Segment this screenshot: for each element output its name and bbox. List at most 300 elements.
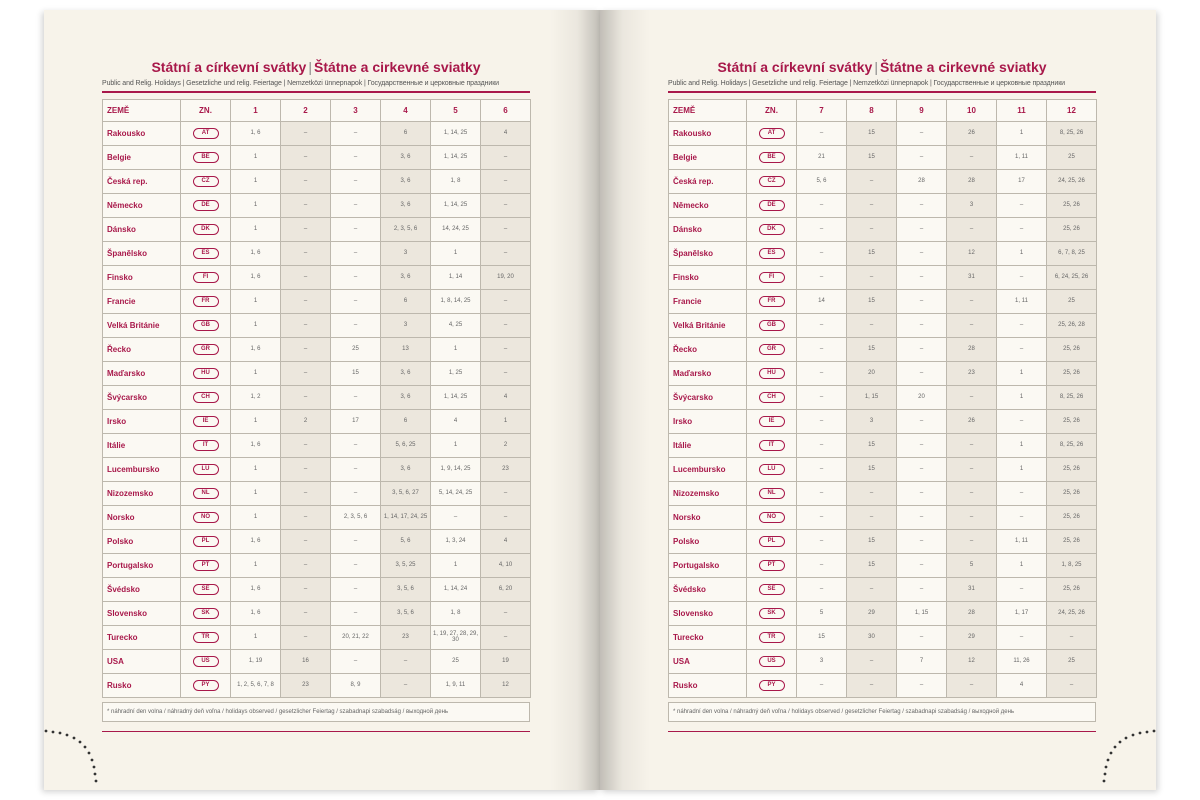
holiday-dates-cell: 21 — [797, 145, 847, 169]
country-code-badge: DK — [193, 224, 219, 235]
holiday-dates-cell: 1, 8, 14, 25 — [431, 289, 481, 313]
table-row — [103, 529, 531, 553]
country-code-cell — [181, 457, 231, 481]
holiday-dates-cell: 28 — [947, 169, 997, 193]
holiday-dates-cell: – — [331, 601, 381, 625]
table-row — [669, 193, 1097, 217]
holiday-dates-cell: – — [281, 625, 331, 649]
country-code-badge: US — [193, 656, 219, 667]
holiday-dates-cell: 15 — [847, 457, 897, 481]
country-name: Rusko — [103, 673, 181, 697]
holiday-dates-cell: 1, 2, 5, 6, 7, 8 — [231, 673, 281, 697]
country-name: Švédsko — [669, 577, 747, 601]
holiday-dates-cell: 29 — [847, 601, 897, 625]
country-code-badge: PL — [193, 536, 219, 547]
holiday-dates-cell: 3, 5, 6, 27 — [381, 481, 431, 505]
holiday-dates-cell: 15 — [847, 145, 897, 169]
country-name: Slovensko — [103, 601, 181, 625]
holiday-dates-cell: 1 — [231, 169, 281, 193]
holiday-dates-cell: – — [897, 289, 947, 313]
holiday-dates-cell: 5, 6, 25 — [381, 433, 431, 457]
holiday-dates-cell: – — [797, 265, 847, 289]
column-header-month: 12 — [1047, 99, 1097, 121]
holiday-dates-cell: 4 — [431, 409, 481, 433]
country-name: Německo — [103, 193, 181, 217]
country-code-badge: AT — [193, 128, 219, 139]
holiday-dates-cell: 1 — [431, 553, 481, 577]
holiday-dates-cell: 1, 6 — [231, 241, 281, 265]
country-code-badge: FR — [759, 296, 785, 307]
holiday-dates-cell: 5, 14, 24, 25 — [431, 481, 481, 505]
title-cz: Státní a církevní svátky — [717, 59, 873, 75]
gutter-shadow — [600, 10, 650, 790]
holiday-dates-cell: 29 — [947, 625, 997, 649]
holiday-dates-cell: 1, 6 — [231, 337, 281, 361]
holiday-dates-cell: – — [947, 529, 997, 553]
title-separator: | — [308, 59, 312, 75]
country-code-badge: CH — [193, 392, 219, 403]
holiday-dates-cell: – — [481, 361, 531, 385]
table-row — [669, 649, 1097, 673]
holiday-dates-cell: – — [331, 529, 381, 553]
holiday-dates-cell: 1, 6 — [231, 433, 281, 457]
holiday-dates-cell: – — [797, 241, 847, 265]
holiday-dates-cell: 25, 26, 28 — [1047, 313, 1097, 337]
holiday-dates-cell: 1 — [231, 193, 281, 217]
holiday-dates-cell: – — [997, 505, 1047, 529]
holiday-dates-cell: 1, 14 — [431, 265, 481, 289]
holiday-dates-cell: – — [897, 481, 947, 505]
table-row — [103, 433, 531, 457]
country-code-cell — [181, 337, 231, 361]
holiday-dates-cell: – — [481, 145, 531, 169]
column-header-month: 10 — [947, 99, 997, 121]
page-subtitle: Public and Relig. Holidays | Gesetzliche und relig. Feiertage | Nemzetközi ünnepnapok | Государственные и церковные праздники — [102, 80, 499, 87]
title-sk: Štátne a cirkevné sviatky — [313, 59, 481, 75]
country-code-badge: DE — [193, 200, 219, 211]
holiday-dates-cell: 15 — [847, 337, 897, 361]
holiday-dates-cell: 1 — [231, 145, 281, 169]
country-code-badge: IT — [193, 440, 219, 451]
column-header-month: 6 — [481, 99, 531, 121]
holiday-dates-cell: – — [797, 409, 847, 433]
country-code-badge: NO — [759, 512, 785, 523]
country-code-cell — [747, 649, 797, 673]
holiday-dates-cell: – — [897, 553, 947, 577]
country-code-cell — [747, 577, 797, 601]
holiday-dates-cell: – — [847, 265, 897, 289]
country-name: USA — [669, 649, 747, 673]
holiday-dates-cell: – — [281, 265, 331, 289]
holiday-dates-cell: 15 — [847, 241, 897, 265]
country-code-cell — [181, 385, 231, 409]
footnote: * náhradní den volna / náhradný deň voľna / holidays observed / gesetzlicher Feiertag / szabadnapi szabadság / выходной день — [102, 702, 530, 722]
holiday-dates-cell: – — [947, 289, 997, 313]
holiday-dates-cell: – — [281, 193, 331, 217]
holiday-dates-cell: 20, 21, 22 — [331, 625, 381, 649]
holiday-dates-cell: 1 — [997, 457, 1047, 481]
country-code-cell — [747, 409, 797, 433]
holiday-dates-cell: 1 — [431, 433, 481, 457]
holiday-dates-cell: 7 — [897, 649, 947, 673]
holiday-dates-cell: – — [331, 145, 381, 169]
holiday-dates-cell: 23 — [947, 361, 997, 385]
holiday-dates-cell: – — [797, 361, 847, 385]
holiday-dates-cell: 1, 14, 25 — [431, 145, 481, 169]
holiday-dates-cell: 19, 20 — [481, 265, 531, 289]
country-code-badge: DK — [759, 224, 785, 235]
holiday-dates-cell: – — [481, 289, 531, 313]
holiday-dates-cell: – — [797, 193, 847, 217]
holiday-dates-cell: – — [897, 193, 947, 217]
holiday-dates-cell: 3 — [381, 313, 431, 337]
holiday-dates-cell: 15 — [797, 625, 847, 649]
holiday-dates-cell: – — [481, 505, 531, 529]
holiday-dates-cell: 1, 14, 25 — [431, 385, 481, 409]
table-row — [103, 121, 531, 145]
country-code-badge: SK — [759, 608, 785, 619]
holiday-dates-cell: – — [897, 241, 947, 265]
holiday-dates-cell: 1, 9, 11 — [431, 673, 481, 697]
holiday-dates-cell: – — [331, 481, 381, 505]
holiday-dates-cell: 1, 11 — [997, 529, 1047, 553]
holiday-dates-cell: 5, 6 — [381, 529, 431, 553]
holiday-dates-cell: 1, 2 — [231, 385, 281, 409]
country-code-cell — [747, 529, 797, 553]
holiday-dates-cell: – — [281, 577, 331, 601]
holiday-dates-cell: – — [947, 145, 997, 169]
holiday-dates-cell: 1, 19, 27, 28, 29, 30 — [431, 625, 481, 649]
table-row — [103, 217, 531, 241]
holiday-dates-cell: 2 — [281, 409, 331, 433]
holiday-dates-cell: 31 — [947, 577, 997, 601]
holiday-dates-cell: 4 — [481, 385, 531, 409]
country-code-cell — [747, 121, 797, 145]
holiday-dates-cell: 1 — [231, 505, 281, 529]
holiday-dates-cell: – — [897, 313, 947, 337]
holiday-dates-cell: – — [797, 673, 847, 697]
table-row — [669, 265, 1097, 289]
country-name: Irsko — [669, 409, 747, 433]
country-code-badge: NO — [193, 512, 219, 523]
holiday-dates-cell: 17 — [997, 169, 1047, 193]
holiday-dates-cell: 25 — [1047, 145, 1097, 169]
decorative-dotted-arc — [44, 728, 104, 790]
country-name: Nizozemsko — [103, 481, 181, 505]
country-code-badge: SE — [193, 584, 219, 595]
holiday-dates-cell: 3, 6 — [381, 193, 431, 217]
table-row — [103, 193, 531, 217]
holiday-dates-cell: 3, 5, 6 — [381, 577, 431, 601]
country-code-cell — [181, 409, 231, 433]
country-code-cell — [181, 289, 231, 313]
holiday-dates-cell: – — [481, 241, 531, 265]
table-row — [103, 481, 531, 505]
table-row — [103, 265, 531, 289]
holiday-dates-cell: 25, 26 — [1047, 193, 1097, 217]
country-name: Polsko — [103, 529, 181, 553]
holiday-dates-cell: 1 — [231, 409, 281, 433]
holiday-dates-cell: – — [481, 625, 531, 649]
holiday-dates-cell: 1, 25 — [431, 361, 481, 385]
holiday-dates-cell: – — [481, 169, 531, 193]
holiday-dates-cell: – — [897, 673, 947, 697]
table-row — [669, 217, 1097, 241]
holiday-dates-cell: 28 — [947, 337, 997, 361]
holiday-dates-cell: 23 — [481, 457, 531, 481]
country-name: Řecko — [669, 337, 747, 361]
page-title — [102, 58, 530, 76]
holiday-dates-cell: 8, 25, 26 — [1047, 121, 1097, 145]
country-code-cell — [181, 481, 231, 505]
holiday-dates-cell: 25, 26 — [1047, 481, 1097, 505]
holiday-dates-cell: – — [797, 505, 847, 529]
holiday-dates-cell: – — [481, 217, 531, 241]
holiday-dates-cell: 1, 19 — [231, 649, 281, 673]
table-row — [669, 505, 1097, 529]
country-name: Česká rep. — [669, 169, 747, 193]
country-name: Belgie — [669, 145, 747, 169]
title-separator: | — [874, 59, 878, 75]
country-name: Švýcarsko — [103, 385, 181, 409]
holiday-dates-cell: – — [281, 385, 331, 409]
left-page — [44, 10, 600, 790]
holiday-dates-cell: – — [997, 337, 1047, 361]
holiday-dates-cell: 15 — [847, 529, 897, 553]
country-code-cell — [747, 145, 797, 169]
holiday-dates-cell: – — [331, 577, 381, 601]
holiday-dates-cell: – — [997, 265, 1047, 289]
holiday-dates-cell: 15 — [847, 289, 897, 313]
country-code-cell — [181, 553, 231, 577]
country-code-cell — [747, 193, 797, 217]
holiday-dates-cell: 26 — [947, 121, 997, 145]
holiday-dates-cell: 1, 14, 17, 24, 25 — [381, 505, 431, 529]
holiday-dates-cell: 3, 6 — [381, 265, 431, 289]
country-code-badge: LU — [759, 464, 785, 475]
holiday-dates-cell: 3 — [797, 649, 847, 673]
country-code-cell — [181, 313, 231, 337]
holiday-dates-cell: 20 — [847, 361, 897, 385]
country-code-cell — [181, 145, 231, 169]
holiday-dates-cell: 25 — [331, 337, 381, 361]
holiday-dates-cell: 1, 8, 25 — [1047, 553, 1097, 577]
country-name: Rakousko — [669, 121, 747, 145]
holiday-dates-cell: 1, 14, 25 — [431, 121, 481, 145]
country-name: Maďarsko — [669, 361, 747, 385]
country-code-badge: PL — [759, 536, 785, 547]
holiday-dates-cell: – — [847, 505, 897, 529]
country-name: Finsko — [669, 265, 747, 289]
holiday-dates-cell: 1, 6 — [231, 265, 281, 289]
holiday-dates-cell: – — [281, 553, 331, 577]
table-row — [103, 505, 531, 529]
holiday-dates-cell: – — [281, 337, 331, 361]
country-code-cell — [747, 553, 797, 577]
holiday-dates-cell: – — [947, 217, 997, 241]
country-code-cell — [181, 217, 231, 241]
holiday-dates-cell: – — [947, 313, 997, 337]
holiday-dates-cell: 6, 20 — [481, 577, 531, 601]
holiday-dates-cell: – — [847, 169, 897, 193]
country-code-badge: NL — [759, 488, 785, 499]
holiday-dates-cell: – — [331, 289, 381, 313]
page-title — [668, 58, 1096, 76]
country-name: Maďarsko — [103, 361, 181, 385]
holiday-dates-cell: 6 — [381, 289, 431, 313]
holiday-dates-cell: – — [797, 337, 847, 361]
holiday-dates-cell: – — [897, 121, 947, 145]
holiday-dates-cell: – — [797, 481, 847, 505]
holiday-dates-cell: – — [797, 577, 847, 601]
holiday-dates-cell: 16 — [281, 649, 331, 673]
country-code-badge: TR — [759, 632, 785, 643]
country-code-badge: CZ — [759, 176, 785, 187]
country-code-badge: IT — [759, 440, 785, 451]
country-name: Turecko — [669, 625, 747, 649]
table-row — [669, 241, 1097, 265]
holiday-dates-cell: – — [847, 649, 897, 673]
holiday-dates-cell: – — [331, 169, 381, 193]
footnote: * náhradní den volna / náhradný deň voľna / holidays observed / gesetzlicher Feiertag / szabadnapi szabadság / выходной день — [668, 702, 1096, 722]
holiday-dates-cell: – — [381, 649, 431, 673]
holiday-dates-cell: 25 — [431, 649, 481, 673]
country-code-cell — [747, 241, 797, 265]
country-code-badge: PY — [759, 680, 785, 691]
column-header-month: 8 — [847, 99, 897, 121]
country-name: Švédsko — [103, 577, 181, 601]
holiday-dates-cell: 1 — [997, 121, 1047, 145]
holiday-dates-cell: 1, 17 — [997, 601, 1047, 625]
holiday-dates-cell: 25, 26 — [1047, 217, 1097, 241]
holiday-dates-cell: – — [947, 385, 997, 409]
table-row — [103, 601, 531, 625]
country-name: Francie — [669, 289, 747, 313]
country-code-badge: GR — [193, 344, 219, 355]
country-code-cell — [747, 481, 797, 505]
holiday-dates-cell: 4 — [481, 121, 531, 145]
holiday-dates-cell: – — [997, 193, 1047, 217]
holiday-dates-cell: 6 — [381, 409, 431, 433]
country-code-cell — [747, 601, 797, 625]
holiday-dates-cell: 8, 25, 26 — [1047, 433, 1097, 457]
country-code-cell — [181, 193, 231, 217]
holiday-dates-cell: 2, 3, 5, 6 — [331, 505, 381, 529]
holiday-dates-cell: – — [331, 553, 381, 577]
holiday-dates-cell: – — [331, 433, 381, 457]
country-code-cell — [747, 265, 797, 289]
holiday-dates-cell: – — [897, 409, 947, 433]
country-name: Belgie — [103, 145, 181, 169]
holiday-dates-cell: – — [481, 193, 531, 217]
holiday-dates-cell: 4 — [997, 673, 1047, 697]
holiday-dates-cell: 30 — [847, 625, 897, 649]
country-code-badge: AT — [759, 128, 785, 139]
holiday-dates-cell: 20 — [897, 385, 947, 409]
holiday-dates-cell: 1, 15 — [847, 385, 897, 409]
country-name: Velká Británie — [103, 313, 181, 337]
holiday-dates-cell: – — [947, 433, 997, 457]
table-row — [103, 385, 531, 409]
country-name: Itálie — [669, 433, 747, 457]
table-row — [103, 145, 531, 169]
country-code-badge: CH — [759, 392, 785, 403]
table-row — [103, 409, 531, 433]
holiday-dates-cell: 15 — [847, 433, 897, 457]
country-name: Portugalsko — [103, 553, 181, 577]
country-code-cell — [181, 121, 231, 145]
holiday-dates-cell: 1, 6 — [231, 121, 281, 145]
country-code-cell — [747, 673, 797, 697]
holiday-dates-cell: – — [481, 313, 531, 337]
holiday-dates-cell: 3, 5, 25 — [381, 553, 431, 577]
holiday-dates-cell: 1, 9, 14, 25 — [431, 457, 481, 481]
holiday-table-jan-jun — [102, 99, 531, 698]
holiday-dates-cell: – — [281, 457, 331, 481]
country-name: USA — [103, 649, 181, 673]
holiday-dates-cell: 26 — [947, 409, 997, 433]
holiday-dates-cell: – — [281, 241, 331, 265]
holiday-dates-cell: 3, 6 — [381, 457, 431, 481]
holiday-dates-cell: – — [847, 577, 897, 601]
country-code-cell — [181, 361, 231, 385]
holiday-dates-cell: 24, 25, 26 — [1047, 601, 1097, 625]
country-code-cell — [747, 337, 797, 361]
holiday-dates-cell: 1, 11 — [997, 145, 1047, 169]
holiday-dates-cell: – — [897, 361, 947, 385]
holiday-dates-cell: 1 — [231, 217, 281, 241]
table-row — [669, 673, 1097, 697]
country-code-cell — [747, 433, 797, 457]
country-name: Rusko — [669, 673, 747, 697]
holiday-dates-cell: – — [797, 433, 847, 457]
holiday-dates-cell: 25 — [1047, 289, 1097, 313]
holiday-dates-cell: – — [797, 385, 847, 409]
country-code-badge: LU — [193, 464, 219, 475]
gutter-shadow — [550, 10, 600, 790]
country-name: Norsko — [103, 505, 181, 529]
holiday-dates-cell: – — [897, 625, 947, 649]
country-code-cell — [181, 529, 231, 553]
holiday-dates-cell: 14 — [797, 289, 847, 313]
holiday-dates-cell: 1 — [231, 481, 281, 505]
holiday-dates-cell: 1, 6 — [231, 529, 281, 553]
country-code-cell — [181, 601, 231, 625]
table-row — [669, 409, 1097, 433]
country-code-badge: DE — [759, 200, 785, 211]
country-code-cell — [181, 673, 231, 697]
holiday-dates-cell: 3, 6 — [381, 169, 431, 193]
holiday-dates-cell: – — [897, 217, 947, 241]
holiday-dates-cell: 15 — [847, 553, 897, 577]
holiday-dates-cell: 3, 6 — [381, 145, 431, 169]
holiday-dates-cell: 2 — [481, 433, 531, 457]
holiday-dates-cell: 12 — [947, 241, 997, 265]
table-row — [103, 553, 531, 577]
country-name: Nizozemsko — [669, 481, 747, 505]
country-code-badge: TR — [193, 632, 219, 643]
column-header-code: ZN. — [181, 99, 231, 121]
bottom-rule — [102, 731, 530, 733]
holiday-dates-cell: 11, 26 — [997, 649, 1047, 673]
country-code-badge: CZ — [193, 176, 219, 187]
page-subtitle: Public and Relig. Holidays | Gesetzliche und relig. Feiertage | Nemzetközi ünnepnapok | Государственные и церковные праздники — [668, 80, 1065, 87]
holiday-dates-cell: – — [281, 601, 331, 625]
holiday-dates-cell: 1 — [431, 337, 481, 361]
left-page-content — [102, 58, 530, 732]
table-row — [103, 169, 531, 193]
holiday-dates-cell: – — [897, 145, 947, 169]
